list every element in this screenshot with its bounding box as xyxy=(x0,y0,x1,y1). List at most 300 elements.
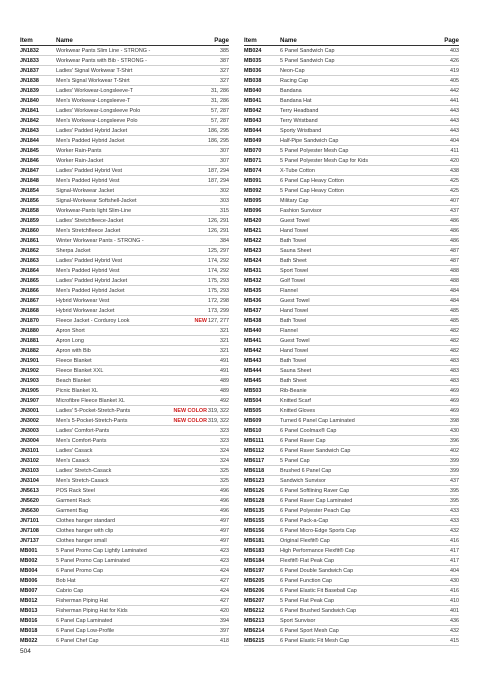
index-rows xyxy=(20,46,229,646)
item-page xyxy=(427,138,459,144)
page-ref: 411 xyxy=(450,147,459,154)
item-code: JN5613 xyxy=(20,487,39,494)
item-name: Bandana Hat xyxy=(280,97,312,104)
item-page xyxy=(427,268,459,274)
page-ref: 399 xyxy=(450,457,459,464)
item-page xyxy=(427,588,459,594)
page-ref: 416 xyxy=(450,537,459,544)
table-row xyxy=(244,566,459,576)
item-name: Ladies' Padded Hybrid Vest xyxy=(56,257,123,264)
table-row xyxy=(20,366,229,376)
item-code: JN1907 xyxy=(20,397,39,404)
item-page xyxy=(427,458,459,464)
item-page xyxy=(427,618,459,624)
item-name: 6 Panel Elastic Fit Baseball Cap xyxy=(280,587,357,594)
item-page xyxy=(197,118,229,124)
item-name: 6 Panel Sport Mesh Cap xyxy=(280,627,339,634)
page-ref: 469 xyxy=(450,397,459,404)
item-name: 5 Panel Flat Peak Cap xyxy=(280,597,334,604)
item-code: MB437 xyxy=(244,307,262,314)
item-page xyxy=(427,598,459,604)
page-ref: 395 xyxy=(450,487,459,494)
item-code: JN1841 xyxy=(20,107,39,114)
page-ref: 127, 277 xyxy=(208,317,229,324)
page-ref: 397 xyxy=(220,627,229,634)
page-ref: 487 xyxy=(450,247,459,254)
item-page xyxy=(197,458,229,464)
table-row xyxy=(244,366,459,376)
item-code: MB6197 xyxy=(244,567,265,574)
table-row xyxy=(244,196,459,206)
item-page xyxy=(427,388,459,394)
table-row xyxy=(20,496,229,506)
page-ref: 486 xyxy=(450,237,459,244)
item-page xyxy=(197,48,229,54)
item-name: 6 Panel Double Sandwich Cap xyxy=(280,567,354,574)
item-name: Men's Stretchfleece Jacket xyxy=(56,227,121,234)
item-name: Golf Towel xyxy=(280,277,306,284)
item-name: Workwear Pants Slim Line - STRONG - xyxy=(56,47,151,54)
table-row xyxy=(244,276,459,286)
page-ref: 418 xyxy=(220,637,229,644)
page-ref: 327 xyxy=(220,77,229,84)
table-row xyxy=(244,326,459,336)
item-code: JN1901 xyxy=(20,357,39,364)
table-row xyxy=(20,306,229,316)
item-code: JN1870 xyxy=(20,317,39,324)
item-page xyxy=(427,538,459,544)
page-ref: 175, 293 xyxy=(208,277,229,284)
item-code: JN1882 xyxy=(20,347,39,354)
page-ref: 404 xyxy=(450,567,459,574)
item-name: Turned 6 Panel Cap Laminated xyxy=(280,417,355,424)
table-row xyxy=(20,566,229,576)
page-ref: 484 xyxy=(450,297,459,304)
item-code: MB042 xyxy=(244,107,262,114)
item-name: Guest Towel xyxy=(280,337,310,344)
item-code: MB441 xyxy=(244,337,262,344)
item-name: Men's Workwear-Longsleeve-T xyxy=(56,97,131,104)
item-code: MB013 xyxy=(20,607,38,614)
table-row xyxy=(244,606,459,616)
table-row xyxy=(244,56,459,66)
item-code: MB6118 xyxy=(244,467,265,474)
table-row xyxy=(20,446,229,456)
page-ref: 417 xyxy=(450,557,459,564)
table-row xyxy=(244,336,459,346)
page-ref: 174, 292 xyxy=(208,257,229,264)
page-ref: 403 xyxy=(450,47,459,54)
item-page xyxy=(197,558,229,564)
item-page xyxy=(197,338,229,344)
item-page xyxy=(427,428,459,434)
table-row xyxy=(20,286,229,296)
table-row xyxy=(244,86,459,96)
page-ref: 307 xyxy=(220,157,229,164)
item-name: Ladies' Stretchfleece-Jacket xyxy=(56,217,124,224)
item-name: Ladies' Padded Hybrid Jacket xyxy=(56,127,128,134)
page-ref: 426 xyxy=(450,57,459,64)
item-name: Fisherman Piping Hat for Kids xyxy=(56,607,128,614)
item-page xyxy=(427,478,459,484)
item-page xyxy=(197,228,229,234)
item-name: Beach Blanket xyxy=(56,377,91,384)
item-name: Fleece Blanket XXL xyxy=(56,367,104,374)
item-page xyxy=(197,378,229,384)
item-page xyxy=(197,478,229,484)
item-code: JN5620 xyxy=(20,497,39,504)
item-page xyxy=(427,308,459,314)
item-code: MB438 xyxy=(244,317,262,324)
item-code: JN1867 xyxy=(20,297,39,304)
item-code: MB049 xyxy=(244,137,262,144)
page-ref: 173, 299 xyxy=(208,307,229,314)
item-page xyxy=(427,88,459,94)
item-page xyxy=(427,108,459,114)
table-row xyxy=(244,616,459,626)
table-row xyxy=(244,126,459,136)
item-code: JN3004 xyxy=(20,437,39,444)
item-name: Sport Sunvisor xyxy=(280,617,316,624)
page-ref: 174, 292 xyxy=(208,267,229,274)
table-row xyxy=(244,66,459,76)
item-name: Apron Long xyxy=(56,337,84,344)
table-row xyxy=(20,216,229,226)
page-ref: 436 xyxy=(450,617,459,624)
item-code: MB044 xyxy=(244,127,262,134)
item-code: JN3001 xyxy=(20,407,39,414)
item-page xyxy=(427,578,459,584)
item-code: MB004 xyxy=(20,567,38,574)
item-name: Terry Headband xyxy=(280,107,319,114)
item-code: MB074 xyxy=(244,167,262,174)
item-name: Original Flexfit® Cap xyxy=(280,537,330,544)
item-page xyxy=(197,468,229,474)
item-code: MB609 xyxy=(244,417,262,424)
item-code: JN1837 xyxy=(20,67,39,74)
item-code: JN1905 xyxy=(20,387,39,394)
page-ref: 487 xyxy=(450,257,459,264)
item-name: Clothes hanger with clip xyxy=(56,527,114,534)
item-name: X-Tube Cotton xyxy=(280,167,315,174)
item-name: Bath Sheet xyxy=(280,257,307,264)
table-row xyxy=(244,316,459,326)
item-page xyxy=(427,548,459,554)
item-page xyxy=(427,158,459,164)
table-row xyxy=(20,436,229,446)
table-row xyxy=(244,426,459,436)
item-page xyxy=(427,328,459,334)
page-ref: 324 xyxy=(220,457,229,464)
item-name: Apron Short xyxy=(56,327,85,334)
page-ref: 482 xyxy=(450,327,459,334)
item-page xyxy=(197,148,229,154)
item-name: 6 Panel Raver Cap xyxy=(280,437,326,444)
index-column-left xyxy=(20,36,229,646)
item-page xyxy=(427,118,459,124)
item-page xyxy=(427,208,459,214)
table-row xyxy=(244,346,459,356)
item-name: Bob Hat xyxy=(56,577,76,584)
item-code: MB423 xyxy=(244,247,262,254)
item-code: MB424 xyxy=(244,257,262,264)
table-row xyxy=(244,626,459,636)
item-code: MB6156 xyxy=(244,527,265,534)
page-ref: 443 xyxy=(450,107,459,114)
item-page xyxy=(197,238,229,244)
item-page xyxy=(427,518,459,524)
page-ref: 496 xyxy=(220,497,229,504)
item-name: Ladies' Casack xyxy=(56,447,93,454)
header-page: Page xyxy=(444,37,459,44)
item-name: 5 Panel Promo Cap Lightly Laminated xyxy=(56,547,147,554)
item-code: MB006 xyxy=(20,577,38,584)
item-code: MB436 xyxy=(244,297,262,304)
page-ref: 486 xyxy=(450,217,459,224)
item-page xyxy=(173,318,229,324)
item-page xyxy=(197,68,229,74)
page-ref: 437 xyxy=(450,477,459,484)
item-name: 6 Panel Elastic Fit Mesh Cap xyxy=(280,637,350,644)
table-row xyxy=(244,466,459,476)
item-name: Hand Towel xyxy=(280,227,309,234)
new-badge: NEW COLOR xyxy=(173,407,208,414)
item-code: MB504 xyxy=(244,397,262,404)
item-code: MB016 xyxy=(20,617,38,624)
item-name: Bath Towel xyxy=(280,317,307,324)
page-ref: 419 xyxy=(450,67,459,74)
table-row xyxy=(244,156,459,166)
table-row xyxy=(20,376,229,386)
table-row xyxy=(244,226,459,236)
table-row xyxy=(20,356,229,366)
item-code: MB002 xyxy=(20,557,38,564)
item-code: JN1863 xyxy=(20,257,39,264)
item-name: Guest Towel xyxy=(280,297,310,304)
table-row xyxy=(244,516,459,526)
item-name: Men's Workwear-Longsleeve Polo xyxy=(56,117,138,124)
page-ref: 492 xyxy=(220,397,229,404)
table-row xyxy=(244,526,459,536)
table-row xyxy=(20,616,229,626)
page-ref: 430 xyxy=(450,427,459,434)
page-ref: 321 xyxy=(220,347,229,354)
item-name: Ladies' 5-Pocket-Stretch-Pants xyxy=(56,407,131,414)
table-row xyxy=(20,466,229,476)
item-name: Men's Padded Hybrid Vest xyxy=(56,177,120,184)
item-code: MB610 xyxy=(244,427,262,434)
item-page xyxy=(197,158,229,164)
item-name: 5 Panel Sandwich Cap xyxy=(280,57,335,64)
page-ref: 488 xyxy=(450,277,459,284)
page-ref: 488 xyxy=(450,267,459,274)
table-row xyxy=(244,486,459,496)
item-code: MB6111 xyxy=(244,437,264,444)
item-name: High Performance Flexfit® Cap xyxy=(280,547,355,554)
item-code: JN1847 xyxy=(20,167,39,174)
index-column-right xyxy=(244,36,459,646)
item-name: Ladies' Signal Workwear T-Shirt xyxy=(56,67,133,74)
table-row xyxy=(20,606,229,616)
item-code: MB6181 xyxy=(244,537,265,544)
item-name: Men's Signal Workwear T-Shirt xyxy=(56,77,130,84)
item-page xyxy=(197,78,229,84)
item-page xyxy=(427,528,459,534)
item-page xyxy=(427,48,459,54)
item-code: JN1864 xyxy=(20,267,39,274)
item-code: JN1843 xyxy=(20,127,39,134)
item-page xyxy=(427,628,459,634)
item-page xyxy=(197,428,229,434)
page-ref: 402 xyxy=(450,447,459,454)
page-ref: 489 xyxy=(220,387,229,394)
item-name: Winter Workwear Pants - STRONG - xyxy=(56,237,144,244)
item-name: Men's Casack xyxy=(56,457,90,464)
item-name: Half-Pipe Sandwich Cap xyxy=(280,137,339,144)
item-name: Bath Towel xyxy=(280,237,307,244)
page-ref: 483 xyxy=(450,377,459,384)
item-code: MB091 xyxy=(244,177,262,184)
page-ref: 427 xyxy=(220,577,229,584)
item-page xyxy=(197,528,229,534)
table-row xyxy=(244,596,459,606)
table-row xyxy=(244,636,459,646)
table-row xyxy=(244,506,459,516)
item-code: MB038 xyxy=(244,77,262,84)
table-row xyxy=(244,436,459,446)
item-page xyxy=(197,508,229,514)
item-page xyxy=(427,278,459,284)
item-code: JN1860 xyxy=(20,227,39,234)
page-ref: 485 xyxy=(450,317,459,324)
item-code: JN1902 xyxy=(20,367,39,374)
item-page xyxy=(427,198,459,204)
table-row xyxy=(244,446,459,456)
page-ref: 387 xyxy=(220,57,229,64)
item-name: Worker Rain-Jacket xyxy=(56,157,104,164)
item-name: Workwear-Pants light Slim-Line xyxy=(56,207,132,214)
page-ref: 437 xyxy=(450,207,459,214)
table-row xyxy=(244,256,459,266)
table-row xyxy=(20,596,229,606)
item-name: 6 Panel Coolmax® Cap xyxy=(280,427,337,434)
item-code: JN1856 xyxy=(20,197,39,204)
item-name: 5 Panel Polyester Mesh Cap xyxy=(280,147,349,154)
item-page xyxy=(197,368,229,374)
item-code: MB6184 xyxy=(244,557,265,564)
item-code: MB095 xyxy=(244,197,262,204)
item-name: Fleece Blanket xyxy=(56,357,92,364)
item-page xyxy=(197,578,229,584)
item-code: MB012 xyxy=(20,597,38,604)
item-code: MB6212 xyxy=(244,607,265,614)
table-row xyxy=(20,136,229,146)
item-page xyxy=(427,258,459,264)
item-name: Racing Cap xyxy=(280,77,309,84)
table-row xyxy=(20,266,229,276)
item-name: 6 Panel Raver Cap Laminated xyxy=(280,497,353,504)
item-code: MB096 xyxy=(244,207,262,214)
item-code: MB444 xyxy=(244,367,262,374)
item-code: JN1861 xyxy=(20,237,39,244)
table-row xyxy=(20,126,229,136)
item-page xyxy=(197,248,229,254)
item-code: JN3104 xyxy=(20,477,39,484)
item-code: MB6205 xyxy=(244,577,265,584)
table-row xyxy=(244,246,459,256)
item-code: MB6207 xyxy=(244,597,265,604)
item-name: 6 Panel Polyester Peach Cap xyxy=(280,507,351,514)
item-name: 5 Panel Cap Heavy Cotton xyxy=(280,187,344,194)
page-ref: 425 xyxy=(450,177,459,184)
item-name: Microfibre Fleece Blanket XL xyxy=(56,397,125,404)
item-code: MB505 xyxy=(244,407,262,414)
item-page xyxy=(427,608,459,614)
table-row xyxy=(20,296,229,306)
page-ref: 186, 295 xyxy=(208,137,229,144)
item-code: JN1840 xyxy=(20,97,39,104)
page-ref: 443 xyxy=(450,127,459,134)
item-name: Cabrio Cap xyxy=(56,587,84,594)
item-code: JN1842 xyxy=(20,117,39,124)
item-page xyxy=(197,168,229,174)
item-code: MB070 xyxy=(244,147,262,154)
table-row xyxy=(244,176,459,186)
item-code: MB022 xyxy=(20,637,38,644)
item-code: JN1903 xyxy=(20,377,39,384)
item-code: MB443 xyxy=(244,357,262,364)
page-ref: 405 xyxy=(450,77,459,84)
table-row xyxy=(20,236,229,246)
item-page xyxy=(197,548,229,554)
table-row xyxy=(20,276,229,286)
item-name: 6 Panel Function Cap xyxy=(280,577,332,584)
item-name: Fisherman Piping Hat xyxy=(56,597,108,604)
item-page xyxy=(427,318,459,324)
page-ref: 497 xyxy=(220,517,229,524)
item-code: JN1838 xyxy=(20,77,39,84)
table-row xyxy=(20,66,229,76)
item-code: MB420 xyxy=(244,217,262,224)
item-name: Fashion Sunvisor xyxy=(280,207,322,214)
item-page xyxy=(197,138,229,144)
page-ref: 307 xyxy=(220,147,229,154)
item-page xyxy=(427,348,459,354)
item-name: Flannel xyxy=(280,327,298,334)
item-page xyxy=(197,448,229,454)
table-row xyxy=(20,116,229,126)
item-name: 5 Panel Promo Cap Laminated xyxy=(56,557,130,564)
item-code: MB041 xyxy=(244,97,262,104)
table-row xyxy=(20,486,229,496)
item-code: MB6117 xyxy=(244,457,265,464)
table-row xyxy=(244,206,459,216)
item-name: Terry Wristband xyxy=(280,117,318,124)
table-row xyxy=(244,296,459,306)
item-page xyxy=(197,268,229,274)
table-row xyxy=(244,416,459,426)
item-code: MB035 xyxy=(244,57,262,64)
item-page xyxy=(427,558,459,564)
page-ref: 496 xyxy=(220,487,229,494)
item-code: JN1846 xyxy=(20,157,39,164)
page-ref: 497 xyxy=(220,537,229,544)
item-code: JN3002 xyxy=(20,417,39,424)
item-page xyxy=(427,298,459,304)
item-code: JN3101 xyxy=(20,447,39,454)
page-ref: 484 xyxy=(450,287,459,294)
item-page xyxy=(427,148,459,154)
